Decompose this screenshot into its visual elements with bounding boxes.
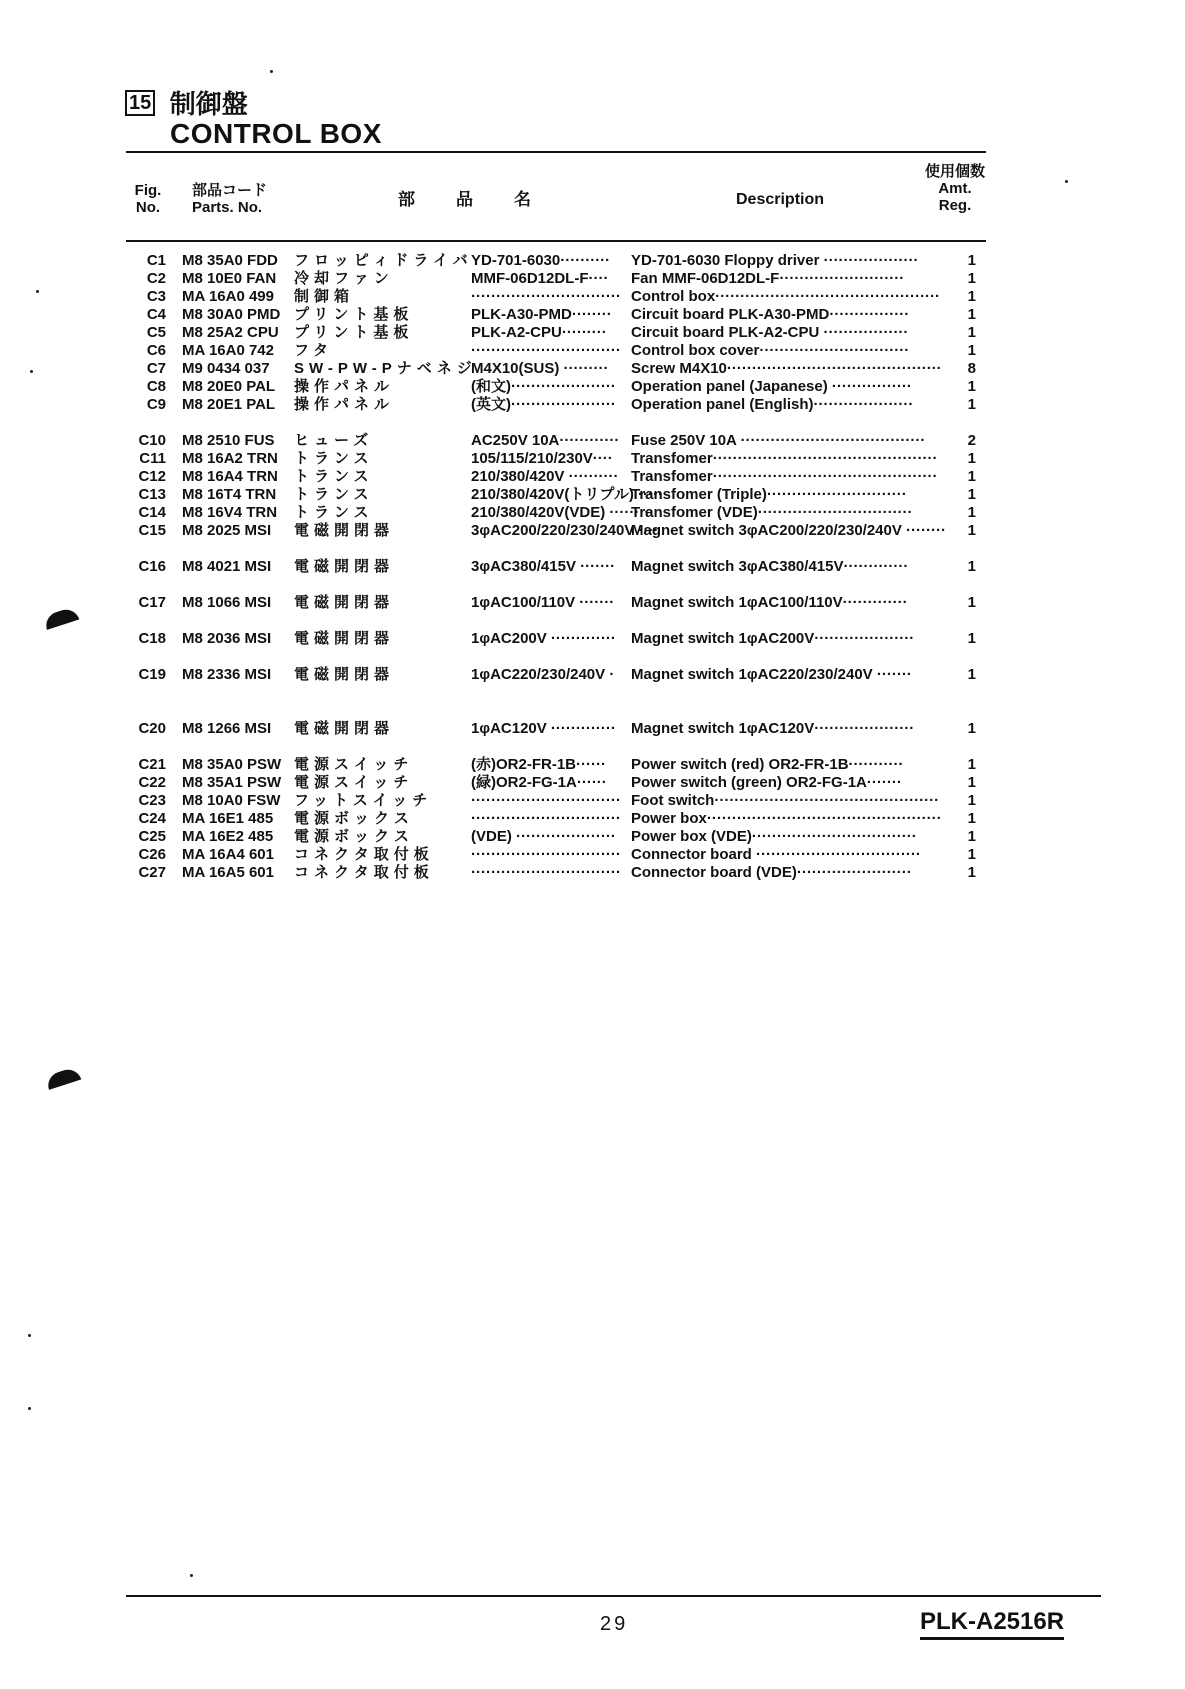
part-spec: PLK-A2-CPU········· [471,324,607,341]
part-code: MA 16A5 601 [182,864,274,881]
part-description: YD-701-6030 Floppy driver ··················· [631,252,919,269]
header-quantity-line2: Amt. [938,180,972,197]
part-description: Screw M4X10··········································· [631,360,942,377]
part-quantity: 1 [967,306,976,323]
part-name-jp: コネクタ取付板 [294,864,434,881]
part-fig: C9 [146,396,166,413]
part-name-jp: フロッピィドライバ [294,252,473,269]
part-description: Transfomer (Triple)···························· [631,486,907,503]
part-fig: C18 [138,630,166,647]
part-name-jp: トランス [294,468,374,485]
part-code: MA 16A4 601 [182,846,274,863]
part-name-jp: 電磁開閉器 [294,558,395,575]
part-name-jp: 電源ボックス [294,810,414,827]
part-quantity: 1 [967,342,976,359]
table-row [126,306,986,324]
part-quantity: 1 [967,846,976,863]
part-name-jp: 電磁開閉器 [294,522,395,539]
header-fig-line2: No. [135,199,161,216]
part-code: MA 16E1 485 [182,810,274,827]
part-fig: C10 [138,432,166,449]
scan-mark [190,1574,193,1577]
header-description: Description [736,191,825,208]
scan-mark [36,290,39,293]
part-fig: C3 [146,288,166,305]
part-spec: (赤)OR2-FR-1B······ [471,756,606,773]
part-name-jp: 制御箱 [294,288,355,305]
part-description: Transfomer············································· [631,468,938,485]
part-fig: C20 [138,720,166,737]
part-description: Control box············································· [631,288,940,305]
part-code: M8 35A0 PSW [182,756,282,773]
part-name-jp: トランス [294,504,374,521]
part-code: M8 2336 MSI [182,666,272,683]
part-fig: C25 [138,828,166,845]
table-row [126,828,986,846]
part-fig: C12 [138,468,166,485]
part-description: Magnet switch 3φAC200/220/230/240V ········ [631,522,946,539]
part-spec: ······························ [471,342,621,359]
part-quantity: 1 [967,810,976,827]
part-quantity: 1 [967,666,976,683]
table-row [126,846,986,864]
part-fig: C16 [138,558,166,575]
part-description: Circuit board PLK-A2-CPU ················· [631,324,909,341]
part-fig: C8 [146,378,166,395]
part-description: Fan MMF-06D12DL-F························· [631,270,905,287]
part-name-jp: プリント基板 [294,306,414,323]
part-code: M8 10E0 FAN [182,270,277,287]
part-description: Magnet switch 3φAC380/415V············· [631,558,909,575]
part-fig: C6 [146,342,166,359]
part-code: M8 1266 MSI [182,720,272,737]
part-fig: C17 [138,594,166,611]
table-row [126,450,986,468]
part-name-jp: 電源ボックス [294,828,414,845]
part-quantity: 1 [967,792,976,809]
part-code: M8 4021 MSI [182,558,272,575]
scan-mark [28,1407,31,1410]
table-row [126,594,986,612]
part-name-jp: 操作パネル [294,378,395,395]
part-description: Circuit board PLK-A30-PMD················ [631,306,910,323]
table-row [126,504,986,522]
part-spec: 3φAC200/220/230/240V ···· [471,522,659,539]
part-quantity: 1 [967,864,976,881]
part-code: M8 2036 MSI [182,630,272,647]
header-parts-no [192,182,267,216]
header-fig [128,182,168,216]
part-spec: ······························ [471,864,621,881]
part-quantity: 1 [967,468,976,485]
part-fig: C21 [138,756,166,773]
part-quantity: 1 [967,828,976,845]
part-code: M8 16A2 TRN [182,450,278,467]
part-quantity: 8 [967,360,976,377]
table-row [126,486,986,504]
part-spec: 1φAC220/230/240V · [471,666,615,683]
part-quantity: 1 [967,756,976,773]
part-quantity: 1 [967,558,976,575]
part-fig: C5 [146,324,166,341]
part-fig: C7 [146,360,166,377]
part-name-jp: 電磁開閉器 [294,594,395,611]
part-description: Fuse 250V 10A ····································· [631,432,926,449]
part-name-jp: 電磁開閉器 [294,630,395,647]
table-row [126,864,986,882]
part-code: M8 16T4 TRN [182,486,277,503]
part-description: Power box (VDE)································· [631,828,917,845]
part-quantity: 1 [967,774,976,791]
table-row [126,288,986,306]
scan-mark [28,1334,31,1337]
part-description: Magnet switch 1φAC220/230/240V ······· [631,666,912,683]
part-quantity: 1 [967,378,976,395]
part-name-jp: 冷却ファン [294,270,394,287]
section-title: CONTROL BOX [170,118,382,149]
part-name-jp: プリント基板 [294,324,414,341]
part-spec: ······························ [471,810,621,827]
part-name-jp: 電磁開閉器 [294,666,395,683]
scan-mark [30,370,33,373]
part-fig: C1 [146,252,166,269]
part-code: MA 16A0 499 [182,288,274,305]
part-code: M8 2510 FUS [182,432,275,449]
part-quantity: 1 [967,252,976,269]
part-code: M8 35A0 FDD [182,252,278,269]
part-fig: C24 [138,810,166,827]
part-quantity: 1 [967,324,976,341]
section-number: 15 [125,90,155,116]
part-quantity: 1 [967,486,976,503]
part-quantity: 1 [967,504,976,521]
table-row [126,342,986,360]
part-fig: C22 [138,774,166,791]
part-fig: C2 [146,270,166,287]
part-spec: (VDE) ···················· [471,828,616,845]
table-row [126,558,986,576]
part-description: Foot switch············································· [631,792,940,809]
header-quantity-line1: 使用個数 [924,163,985,180]
header-fig-line1: Fig. [134,182,162,199]
part-code: M8 1066 MSI [182,594,272,611]
section-title-jp: 制御盤 [169,89,248,119]
part-name-jp: トランス [294,450,374,467]
part-name-jp: SW-PW-Pナベネジ [294,360,477,377]
table-row [126,360,986,378]
part-description: Magnet switch 1φAC200V···················· [631,630,915,647]
part-description: Connector board ································· [631,846,921,863]
part-fig: C11 [139,450,166,467]
part-quantity: 1 [967,288,976,305]
scan-mark [270,70,273,73]
part-description: Operation panel (English)···················· [631,396,914,413]
part-spec: ······························ [471,792,621,809]
part-description: Power switch (green) OR2-FG-1A······· [631,774,902,791]
part-quantity: 1 [967,594,976,611]
part-fig: C27 [138,864,166,881]
table-row [126,774,986,792]
part-spec: 1φAC120V ············· [471,720,616,737]
part-spec: (英文)····················· [471,396,616,413]
model-number: PLK-A2516R [920,1608,1064,1640]
part-spec: (緑)OR2-FG-1A······ [471,774,607,791]
part-code: M8 10A0 FSW [182,792,281,809]
table-row [126,396,986,414]
part-spec: PLK-A30-PMD········ [471,306,612,323]
part-description: Transfomer (VDE)······························· [631,504,913,521]
part-spec: 3φAC380/415V ······· [471,558,616,575]
part-description: Transfomer············································· [631,450,938,467]
header-bottom-rule [126,240,986,242]
part-spec: ······························ [471,846,621,863]
table-row [126,792,986,810]
part-spec: 105/115/210/230V···· [471,450,613,467]
part-spec: 210/380/420V(VDE) ········· [471,504,655,521]
page-number: 29 [600,1613,629,1635]
part-spec: 210/380/420V(トリプル) ····· [471,486,663,503]
part-fig: C14 [138,504,166,521]
part-quantity: 1 [967,270,976,287]
part-spec: (和文)····················· [471,378,616,395]
part-spec: MMF-06D12DL-F···· [471,270,609,287]
header-quantity [920,163,990,214]
footer-rule [126,1595,1101,1597]
part-name-jp: コネクタ取付板 [294,846,434,863]
section-heading [125,84,248,121]
table-row [126,666,986,684]
part-code: M8 20E0 PAL [182,378,276,395]
header-top-rule [126,151,986,153]
table-row [126,432,986,450]
part-quantity: 2 [967,432,976,449]
part-quantity: 1 [967,450,976,467]
part-code: M8 20E1 PAL [182,396,276,413]
table-row [126,630,986,648]
part-description: Power box··············································· [631,810,942,827]
part-name-jp: ヒューズ [294,432,374,449]
table-row [126,252,986,270]
part-spec: AC250V 10A············ [471,432,620,449]
table-row [126,522,986,540]
part-name-jp: フットスイッチ [294,792,433,809]
header-part-name: 部 品 名 [398,190,543,209]
scan-mark [43,606,80,630]
table-row [126,270,986,288]
part-spec: YD-701-6030·········· [471,252,611,269]
part-spec: 210/380/420V ·········· [471,468,619,485]
part-spec: 1φAC100/110V ······· [471,594,615,611]
part-name-jp: 操作パネル [294,396,395,413]
part-quantity: 1 [967,396,976,413]
part-spec: 1φAC200V ············· [471,630,616,647]
part-code: M8 25A2 CPU [182,324,279,341]
part-code: M8 2025 MSI [182,522,272,539]
part-code: M8 16V4 TRN [182,504,278,521]
part-fig: C15 [138,522,166,539]
table-row [126,720,986,738]
part-name-jp: フタ [294,342,333,359]
part-code: MA 16A0 742 [182,342,274,359]
part-fig: C19 [138,666,166,683]
part-fig: C13 [138,486,166,503]
table-row [126,468,986,486]
scan-mark [1065,180,1068,183]
part-code: M8 16A4 TRN [182,468,278,485]
part-quantity: 1 [967,630,976,647]
part-spec: ······························ [471,288,621,305]
scan-mark [45,1066,82,1090]
part-description: Operation panel (Japanese) ················ [631,378,912,395]
table-row [126,756,986,774]
part-name-jp: 電源スイッチ [294,756,414,773]
part-name-jp: 電源スイッチ [294,774,414,791]
part-code: M8 30A0 PMD [182,306,281,323]
part-description: Magnet switch 1φAC120V···················· [631,720,915,737]
part-code: M9 0434 037 [182,360,270,377]
part-description: Control box cover······························ [631,342,910,359]
part-code: MA 16E2 485 [182,828,274,845]
table-row [126,324,986,342]
header-quantity-line3: Reg. [938,197,972,214]
part-quantity: 1 [967,720,976,737]
part-description: Magnet switch 1φAC100/110V············· [631,594,908,611]
header-parts-no-line2: Parts. No. [192,199,263,216]
part-name-jp: トランス [294,486,374,503]
part-name-jp: 電磁開閉器 [294,720,395,737]
part-spec: M4X10(SUS) ········· [471,360,609,377]
part-quantity: 1 [967,522,976,539]
part-fig: C4 [146,306,166,323]
part-fig: C26 [138,846,166,863]
part-code: M8 35A1 PSW [182,774,282,791]
table-row [126,810,986,828]
header-parts-no-line1: 部品コード [192,182,268,199]
table-row [126,378,986,396]
part-description: Connector board (VDE)······················· [631,864,912,881]
part-description: Power switch (red) OR2-FR-1B··········· [631,756,904,773]
part-fig: C23 [138,792,166,809]
